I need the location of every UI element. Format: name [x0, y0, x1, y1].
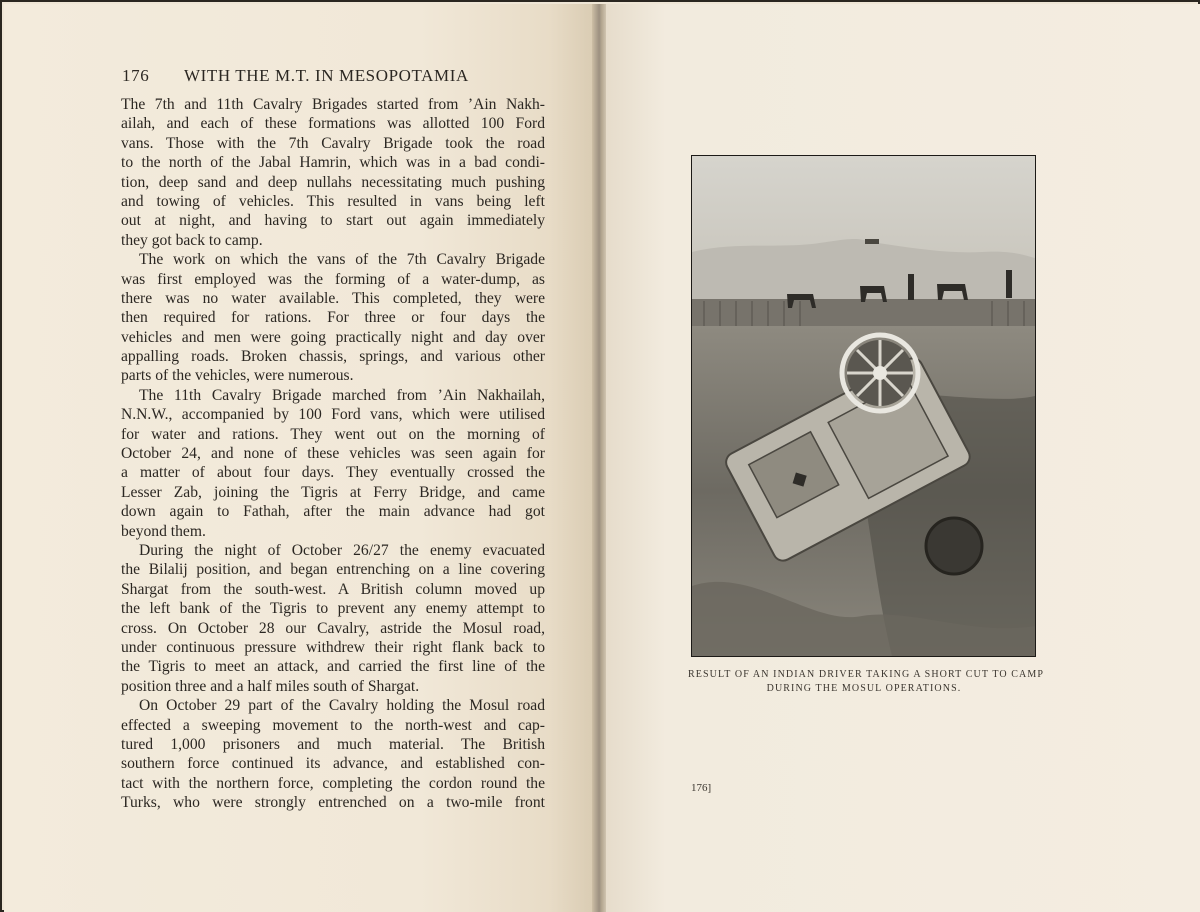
text-line: During the night of October 26/27 the enemy evacuated: [139, 541, 545, 559]
text-line: vehicles and men were going practically night and day over: [121, 328, 545, 346]
text-line: appalling roads. Broken chassis, springs, and various other: [121, 348, 545, 366]
text-line: parts of the vehicles, were numerous.: [121, 367, 354, 385]
caption-line: RESULT OF AN INDIAN DRIVER TAKING A SHORT CUT TO CAMP: [688, 669, 1045, 680]
text-line: Lesser Zab, joining the Tigris at Ferry Bridge, and came: [121, 483, 545, 501]
photograph: [691, 155, 1036, 657]
text-line: vans. Those with the 7th Cavalry Brigade took the road: [121, 134, 545, 152]
text-line: effected a sweeping movement to the north-west and cap-: [121, 716, 545, 734]
figure-caption: [688, 668, 1045, 695]
text-line: The 11th Cavalry Brigade marched from ’Ain Nakhailah,: [139, 386, 545, 404]
body-text: [121, 95, 545, 812]
text-line: there was no water available. This completed, they were: [121, 289, 545, 307]
text-line: ailah, and each of these formations was allotted 100 Ford: [121, 115, 545, 133]
text-line: cross. On October 28 our Cavalry, astride the Mosul road,: [121, 619, 545, 637]
text-line: down again to Fathah, after the main advance had got: [121, 503, 545, 521]
text-line: Shargat from the south-west. A British column moved up: [121, 580, 545, 598]
text-line: for water and rations. They went out on the morning of: [121, 425, 545, 443]
overturned-vehicle-photo: [692, 156, 1035, 656]
text-line: the Tigris to meet an attack, and carried the first line of the: [121, 658, 545, 676]
text-line: out at night, and having to start out again immediately: [121, 212, 545, 230]
caption-line: DURING THE MOSUL OPERATIONS.: [766, 682, 962, 694]
running-title: WITH THE M.T. IN MESOPOTAMIA: [184, 66, 469, 85]
text-line: tion, deep sand and deep nullahs necessitating much pushing: [121, 173, 545, 191]
text-line: under continuous pressure withdrew their right flank back to: [121, 638, 545, 656]
text-line: the Bilalij position, and began entrenching on a line covering: [121, 561, 545, 579]
text-line: tact with the northern force, completing the cordon round the: [121, 774, 545, 792]
text-line: The 7th and 11th Cavalry Brigades started from ’Ain Nakh-: [121, 96, 545, 113]
running-head: [122, 66, 552, 90]
text-line: and towing of vehicles. This resulted in vans being left: [121, 192, 545, 210]
text-line: beyond them.: [121, 522, 206, 540]
text-line: Turks, who were strongly entrenched on a two-mile front: [121, 794, 545, 812]
text-line: the left bank of the Tigris to prevent any enemy attempt to: [121, 600, 545, 618]
text-line: The work on which the vans of the 7th Cavalry Brigade: [139, 251, 545, 269]
text-line: On October 29 part of the Cavalry holding the Mosul road: [139, 697, 545, 715]
text-line: to the north of the Jabal Hamrin, which was in a bad condi-: [121, 154, 545, 172]
text-line: N.N.W., accompanied by 100 Ford vans, which were utilised: [121, 406, 545, 424]
text-line: October 24, and none of these vehicles was seen again for: [121, 445, 545, 463]
page-number: 176: [122, 66, 150, 85]
text-line: tured 1,000 prisoners and much material. The British: [121, 735, 545, 753]
text-line: was first employed was the forming of a water-dump, as: [121, 270, 545, 288]
folio: 176]: [691, 782, 712, 794]
text-line: position three and a half miles south of Shargat.: [121, 677, 420, 695]
text-line: then required for rations. For three or four days the: [121, 309, 545, 327]
text-line: a matter of about four days. They eventually crossed the: [121, 464, 545, 482]
text-line: southern force continued its advance, and established con-: [121, 755, 545, 773]
text-line: they got back to camp.: [121, 231, 263, 249]
